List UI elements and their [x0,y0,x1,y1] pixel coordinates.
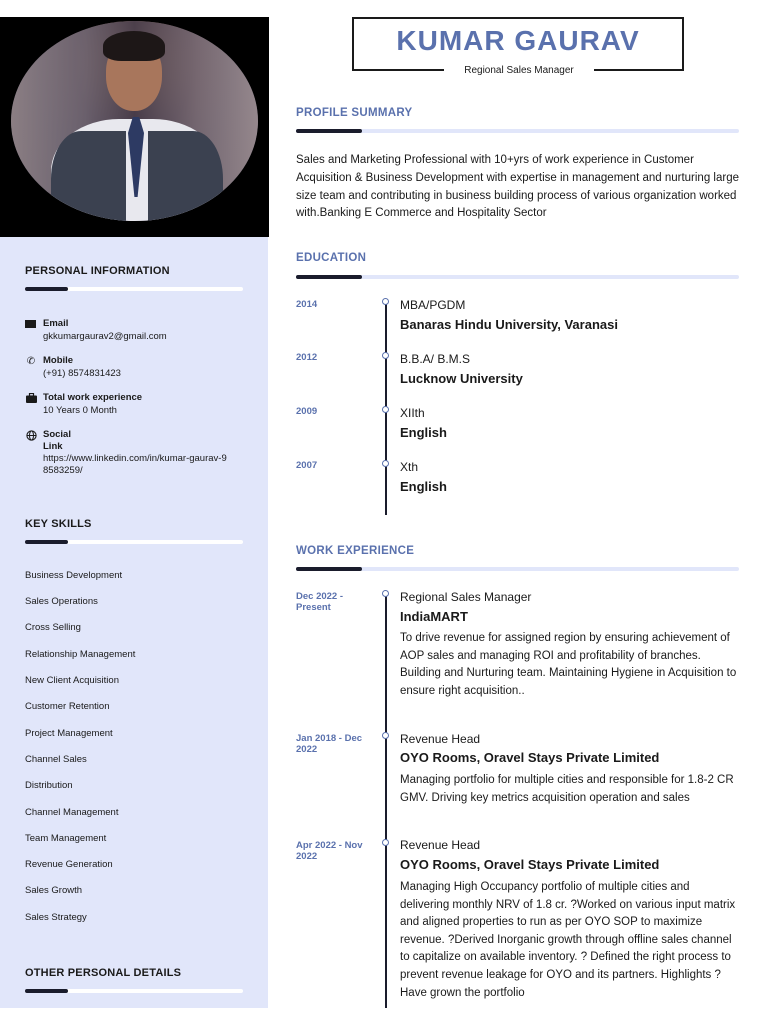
education-year: 2014 [296,299,318,310]
skill-item: Customer Retention [25,701,110,712]
other-details-heading: OTHER PERSONAL DETAILS [25,967,182,979]
work-period: Dec 2022 - Present [296,591,344,613]
job-role: Regional Sales Manager [400,590,532,604]
education-institution: Lucknow University [400,371,523,386]
email-label: Email [43,318,69,329]
work-period: Jan 2018 - Dec 2022 [296,733,363,755]
social-label: Social Link [43,429,71,452]
email-value[interactable]: gkkumargaurav2@gmail.com [43,331,167,342]
education-institution: English [400,479,447,494]
education-institution: English [400,425,447,440]
profile-summary-divider [296,129,739,133]
personal-info-heading: PERSONAL INFORMATION [25,265,170,277]
education-year: 2012 [296,352,318,363]
education-degree: B.B.A/ B.M.S [400,352,471,366]
education-degree: Xth [400,460,419,474]
education-divider [296,275,739,279]
education-title: EDUCATION [296,252,367,264]
candidate-name: KUMAR GAURAV [396,25,640,56]
key-skills-heading: KEY SKILLS [25,518,92,530]
linkedin-link[interactable]: https://www.linkedin.com/in/kumar-gaurav-98583259/ [43,453,227,476]
work-experience-divider [296,567,739,571]
profile-photo-frame [0,17,269,237]
timeline-dot [382,298,389,305]
mobile-value: (+91) 8574831423 [43,368,121,379]
job-role: Revenue Head [400,732,481,746]
profile-summary-title: PROFILE SUMMARY [296,107,413,119]
key-skills-divider [25,540,243,544]
work-period: Apr 2022 - Nov 2022 [296,840,363,862]
education-degree: XIIth [400,406,425,420]
skill-item: Relationship Management [25,649,136,660]
profile-summary-text: Sales and Marketing Professional with 10+yrs of work experience in Customer Acquisition & Business Development with expertise in management and nurturing large size team and contributing in business building process of various organization worked with.Banking E Commerce and Hospitality Sector [296,154,739,220]
job-company: OYO Rooms, Oravel Stays Private Limited [400,857,660,872]
work-experience-title: WORK EXPERIENCE [296,545,415,557]
skill-item: Sales Strategy [25,912,87,923]
experience-label: Total work experience [43,392,143,403]
job-description: Managing High Occupancy portfolio of multiple cities and delivering monthly NRV of 1.8 cr. ?Worked on various input matrix and aligned properties to run as per OYO SOP to maximize revenue. ?Derived Inorganic growth through offline sales channel to capitalize on available inventory. ? Defined the right process to prevent revenue leakage for OYO and its partners. Highlights ?Have grown the portfolio [400,881,736,999]
work-timeline [385,594,387,1008]
globe-icon [25,430,37,442]
job-company: IndiaMART [400,609,468,624]
skill-item: Team Management [25,833,107,844]
education-year: 2009 [296,406,318,417]
skill-item: Distribution [25,780,73,791]
other-details-divider [25,989,243,993]
job-description: To drive revenue for assigned region by ensuring achievement of AOP sales and managing ROI and profitability of branches. Building and Nurturing team. Maintaining Hygiene in Acquisition to ensure right acquisition.. [400,632,737,697]
candidate-role: Regional Sales Manager [444,64,594,78]
timeline-dot [382,460,389,467]
experience-value: 10 Years 0 Month [43,405,117,416]
skill-item: Business Development [25,570,123,581]
skill-item: Sales Operations [25,596,98,607]
skill-item: Channel Sales [25,754,87,765]
skill-item: New Client Acquisition [25,675,119,686]
timeline-dot [382,732,389,739]
job-role: Revenue Head [400,838,481,852]
profile-photo [11,21,258,221]
skill-item: Channel Management [25,807,119,818]
phone-icon: ✆ [26,356,36,367]
sidebar [0,237,268,1008]
timeline-dot [382,590,389,597]
personal-info-divider [25,287,243,291]
job-company: OYO Rooms, Oravel Stays Private Limited [400,750,660,765]
job-description: Managing portfolio for multiple cities and responsible for 1.8-2 CR GMV. Driving key metrics acquisition operation and sales [400,774,734,804]
mobile-label: Mobile [43,355,74,366]
envelope-icon [25,320,36,328]
timeline-dot [382,352,389,359]
skill-item: Project Management [25,728,113,739]
education-year: 2007 [296,460,318,471]
timeline-dot [382,839,389,846]
education-institution: Banaras Hindu University, Varanasi [400,317,618,332]
skill-item: Sales Growth [25,885,83,896]
skill-item: Revenue Generation [25,859,113,870]
name-header [352,17,684,76]
education-degree: MBA/PGDM [400,298,466,312]
briefcase-icon [25,393,37,405]
timeline-dot [382,406,389,413]
skill-item: Cross Selling [25,622,81,633]
